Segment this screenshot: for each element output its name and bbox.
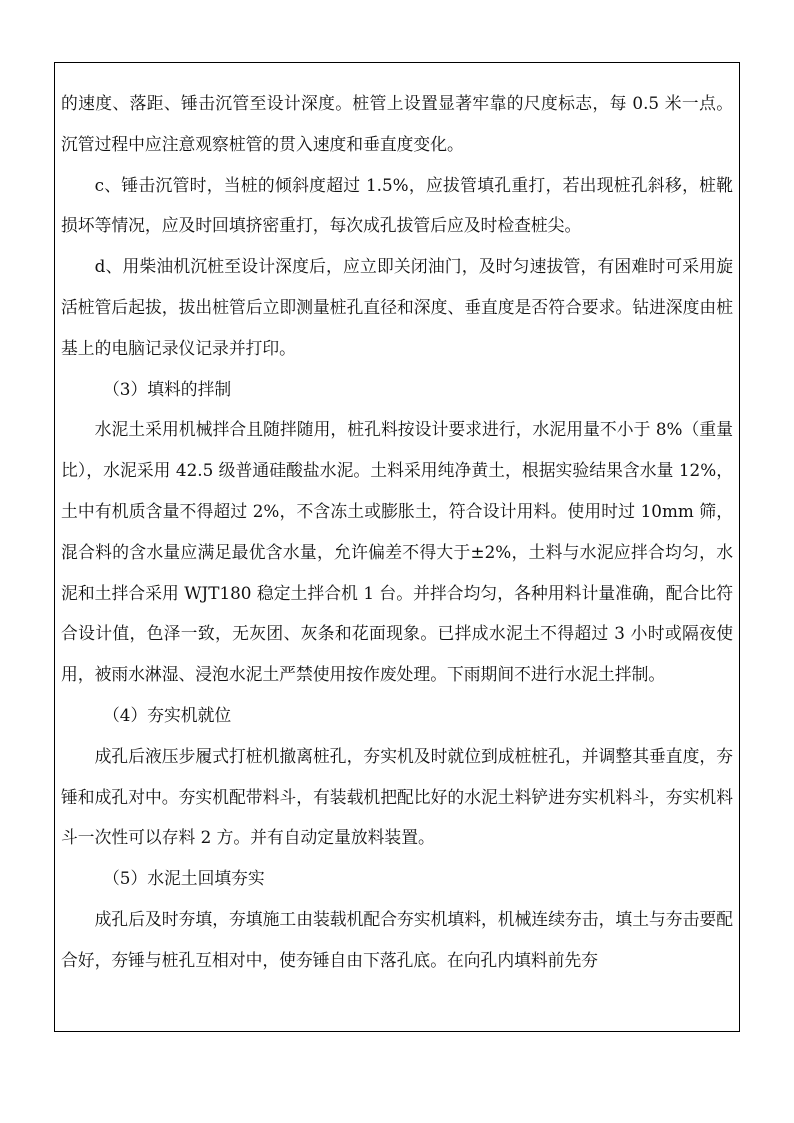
paragraph-mixing: 水泥土采用机械拌合且随拌随用，桩孔料按设计要求进行，水泥用量不小于 8%（重量比），水泥采用 42.5 级普通硅酸盐水泥。土料采用纯净黄土，根据实验结果含水量 12%，土中有机质含量不得超过 2%，不含冻土或膨胀土，符合设计用料。使用时过 10mm 筛，混合料的含水量应满足最优含水量，允许偏差不得大于±2%，土料与水泥应拌合均匀，水泥和土拌合采用 WJT180 稳定土拌合机 1 台。并拌合均匀，各种用料计量准确，配合比符合设计值，色泽一致，无灰团、灰条和花面现象。已拌成水泥土不得超过 3 小时或隔夜使用，被雨水淋湿、浸泡水泥土严禁使用按作废处理。下雨期间不进行水泥土拌制。 <box>61 419 733 685</box>
section-heading-5: （5）水泥土回填夯实 <box>103 868 265 889</box>
section-heading-4: （4）夯实机就位 <box>103 704 232 725</box>
paragraph-item-c: c、锤击沉管时，当桩的倾斜度超过 1.5%，应拔管填孔重打，若出现桩孔斜移，桩靴损坏等情况，应及时回填挤密重打，每次成孔拔管后应及时检查桩尖。 <box>61 174 733 236</box>
paragraph-item-d: d、用柴油机沉桩至设计深度后，应立即关闭油门，及时匀速拔管，有困难时可采用旋活桩管后起拔，拔出桩管后立即测量桩孔直径和深度、垂直度是否符合要求。钻进深度由桩基上的电脑记录仪记录并打印。 <box>61 256 733 358</box>
section-heading-3: （3）填料的拌制 <box>103 378 232 399</box>
paragraph-compactor-position: 成孔后液压步履式打桩机撤离桩孔，夯实机及时就位到成桩桩孔，并调整其垂直度，夯锤和成孔对中。夯实机配带料斗，有装载机把配比好的水泥土料铲进夯实机料斗，夯实机料斗一次性可以存料 2 方。并有自动定量放料装置。 <box>61 745 733 848</box>
document-body <box>61 83 733 981</box>
paragraph-sinking-speed: 的速度、落距、锤击沉管至设计深度。桩管上设置显著牢靠的尺度标志，每 0.5 米一点。沉管过程中应注意观察桩管的贯入速度和垂直度变化。 <box>61 93 733 154</box>
document-table-cell <box>54 62 740 1032</box>
paragraph-backfill: 成孔后及时夯填，夯填施工由装载机配合夯实机填料，机械连续夯击，填土与夯击要配合好，夯锤与桩孔互相对中，使夯锤自由下落孔底。在向孔内填料前先夯 <box>61 908 733 970</box>
